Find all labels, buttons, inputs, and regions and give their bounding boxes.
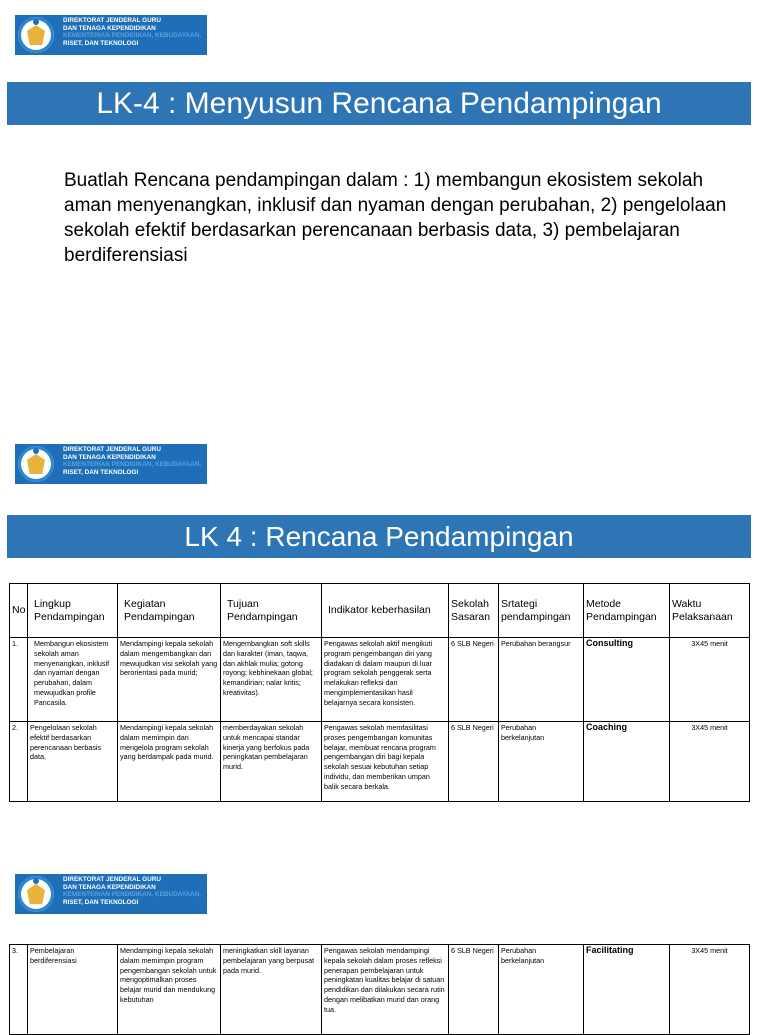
row-1-metode: Consulting [584, 638, 670, 722]
row-1-no: 1. [10, 638, 28, 722]
table-row [10, 945, 750, 1035]
logo-line-3: KEMENTERIAN PENDIDIKAN, KEBUDAYAAN, [63, 891, 202, 899]
logo-line-3: KEMENTERIAN PENDIDIKAN, KEBUDAYAAN, [63, 32, 202, 40]
row-1-kegiatan: Mendampingi kepala sekolah dalam mengembangkan dan mewujudkan visi sekolah yang berorientasi pada murid; [118, 638, 221, 722]
ministry-logo-banner [15, 444, 207, 484]
slide-2-title: LK 4 : Rencana Pendampingan [184, 521, 574, 552]
logo-line-1: DIREKTORAT JENDERAL GURU [63, 17, 161, 24]
logo-line-4: RISET, DAN TEKNOLOGI [63, 898, 139, 906]
row-2-no: 2. [10, 722, 28, 802]
logo-text [63, 876, 205, 906]
row-3-lingkup: Pembelajaran berdiferensiasi [28, 945, 118, 1035]
row-3-sasaran: 6 SLB Negeri [449, 945, 499, 1035]
header-kegiatan: Kegiatan Pendampingan [118, 584, 221, 638]
slide-3 [0, 862, 768, 1024]
slide-2-title-bar [7, 515, 751, 558]
logo-line-4: RISET, DAN TEKNOLOGI [63, 39, 139, 47]
ministry-logo-banner [15, 15, 207, 55]
row-2-metode: Coaching [584, 722, 670, 802]
row-3-kegiatan: Mendampingi kepala sekolah dalam memimpin program pengembangan sekolah untuk mengoptimalkan proses belajar murid dan mendukung kebutuhan [118, 945, 221, 1035]
row-2-waktu: 3X45 menit [670, 722, 750, 802]
tut-wuri-handayani-emblem-icon [18, 17, 54, 53]
header-indikator: Indikator keberhasilan [322, 584, 449, 638]
tut-wuri-handayani-emblem-icon [18, 446, 54, 482]
row-2-kegiatan: Mendampingi kepala sekolah dalam memimpin dan mengelola program sekolah yang berdampak pada murid. [118, 722, 221, 802]
rencana-pendampingan-table-continued [9, 944, 750, 1035]
row-2-indikator: Pengawas sekolah memfasilitasi proses pengembangan komunitas belajar, membuat rencana program pengembangan diri bagi kepala sekolah sesuai kebutuhan setiap individu, dan memberikan umpan balik secara berkala. [322, 722, 449, 802]
slide-1 [0, 0, 768, 420]
logo-line-2: DAN TENAGA KEPENDIDIKAN [63, 24, 156, 32]
row-3-metode: Facilitating [584, 945, 670, 1035]
row-3-strategi: Perubahan berkelanjutan [499, 945, 584, 1035]
tut-wuri-handayani-emblem-icon [18, 876, 54, 912]
row-2-strategi: Perubahan berkelanjutan [499, 722, 584, 802]
logo-line-2: DAN TENAGA KEPENDIDIKAN [63, 453, 156, 461]
header-strategi: Srtategi pendampingan [499, 584, 584, 638]
row-1-strategi: Perubahan berangsur [499, 638, 584, 722]
logo-line-1: DIREKTORAT JENDERAL GURU [63, 446, 161, 453]
ministry-logo-banner [15, 874, 207, 914]
row-3-waktu: 3X45 menit [670, 945, 750, 1035]
logo-line-3: KEMENTERIAN PENDIDIKAN, KEBUDAYAAN, [63, 461, 202, 469]
logo-line-4: RISET, DAN TEKNOLOGI [63, 468, 139, 476]
row-1-tujuan: Mengembangkan soft skills dan karakter (iman, taqwa, dan akhlak mulia; gotong royong; kebhinekaan global; kemandirian; nalar kritis; kreativitas). [221, 638, 322, 722]
row-3-tujuan: meningkatkan skill layanan pembelajaran yang berpusat pada murid. [221, 945, 322, 1035]
header-tujuan: Tujuan Pendampingan [221, 584, 322, 638]
row-1-sasaran: 6 SLB Negeri [449, 638, 499, 722]
row-3-no: 3. [10, 945, 28, 1035]
table-header-row [10, 584, 750, 638]
rencana-pendampingan-table [9, 583, 750, 802]
logo-line-1: DIREKTORAT JENDERAL GURU [63, 876, 161, 883]
header-sasaran: Sekolah Sasaran [449, 584, 499, 638]
row-2-tujuan: memberdayakan sekolah untuk mencapai standar kinerja yang berfokus pada peningkatan pembelajaran murid. [221, 722, 322, 802]
slide-2 [0, 432, 768, 812]
table-row [10, 638, 750, 722]
logo-line-2: DAN TENAGA KEPENDIDIKAN [63, 883, 156, 891]
row-2-sasaran: 6 SLB Negeri [449, 722, 499, 802]
slide-1-title-bar [7, 82, 751, 125]
logo-text [63, 17, 205, 47]
table-row [10, 722, 750, 802]
logo-text [63, 446, 205, 476]
slide-1-instruction: Buatlah Rencana pendampingan dalam : 1) membangun ekosistem sekolah aman menyenangkan, inklusif dan nyaman dengan perubahan, 2) pengelolaan sekolah efektif berdasarkan perencanaan berbasis data, 3) pembelajaran berdiferensiasi [64, 170, 727, 266]
row-2-lingkup: Pengelolaan sekolah efektif berdasarkan perencanaan berbasis data, [28, 722, 118, 802]
slide-1-title: LK-4 : Menyusun Rencana Pendampingan [96, 87, 662, 120]
row-1-indikator: Pengawas sekolah aktif mengikuti program pengembangan diri yang diadakan di dalam maupun di luar program sekolah penggerak serta melakukan refleksi dan mengimplementasikan hasil belajarnya secara konsisten. [322, 638, 449, 722]
header-lingkup: Lingkup Pendampingan [28, 584, 118, 638]
header-waktu: Waktu Pelaksanaan [670, 584, 750, 638]
row-1-waktu: 3X45 menit [670, 638, 750, 722]
header-no: No [10, 584, 28, 638]
row-3-indikator: Pengawas sekolah mendampingi kepala sekolah dalam proses refleksi penerapan pembelajaran untuk peningkatan kualitas belajar di satuan pendidikan dan dilakukan secara rutin dengan melibatkan murid dan orang tua. [322, 945, 449, 1035]
row-1-lingkup: Membangun ekosistem sekolah aman menyenangkan, inklusif dan nyaman dengan perubahan, dalam mewujudkan profile Pancasila. [28, 638, 118, 722]
header-metode: Metode Pendampingan [584, 584, 670, 638]
